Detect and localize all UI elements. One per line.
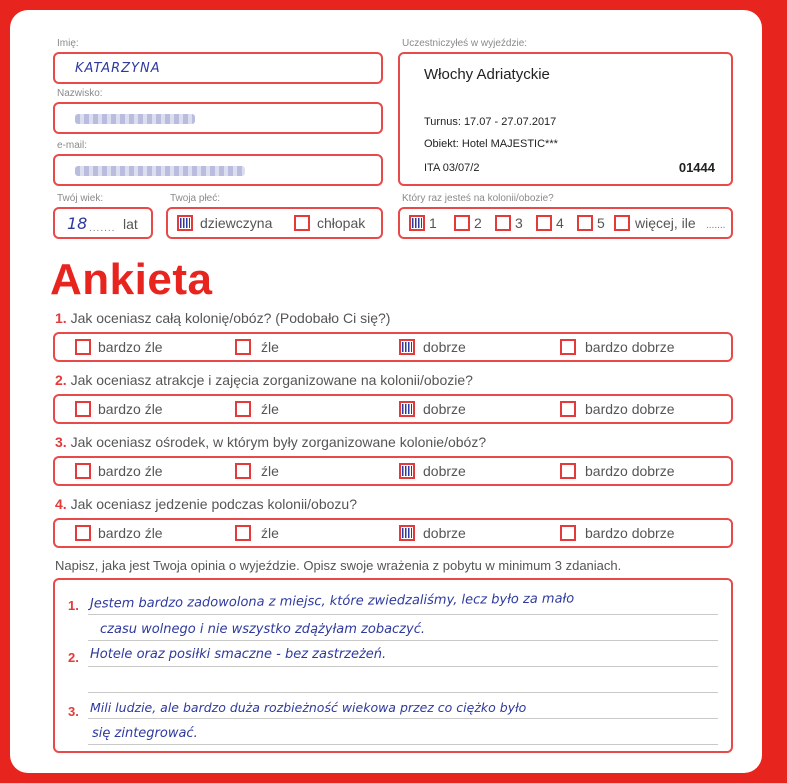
times-more-dots: .......: [706, 220, 726, 231]
q3-good-checkbox[interactable]: [399, 463, 415, 479]
ruled-line-2: [88, 640, 718, 641]
q3-bad-checkbox[interactable]: [235, 463, 251, 479]
question-1-options: [53, 332, 733, 362]
q1-very-bad-checkbox[interactable]: [75, 339, 91, 355]
question-4-options: [53, 518, 733, 548]
q2-very-good-label: bardzo dobrze: [585, 401, 675, 417]
q2-bad-label: źle: [261, 401, 279, 417]
question-1-text: Jak oceniasz całą kolonię/obóz? (Podobało Ci się?): [70, 310, 391, 326]
gender-male-label: chłopak: [317, 215, 366, 231]
times-label: Który raz jesteś na kolonii/obozie?: [402, 193, 554, 204]
email-field[interactable]: [53, 154, 383, 186]
q2-very-good-checkbox[interactable]: [560, 401, 576, 417]
gender-female-label: dziewczyna: [200, 215, 273, 231]
question-3-options: [53, 456, 733, 486]
ruled-line-3: [88, 666, 718, 667]
last-name-label: Nazwisko:: [57, 88, 103, 99]
ruled-line-4: [88, 692, 718, 693]
q4-bad-checkbox[interactable]: [235, 525, 251, 541]
q1-bad-label: źle: [261, 339, 279, 355]
opinion-answer-line-4: Mili ludzie, ale bardzo duża rozbieżność wiekowa przez co ciężko było: [90, 700, 527, 715]
q2-good-label: dobrze: [423, 401, 466, 417]
question-4-text: Jak oceniasz jedzenie podczas kolonii/obozu?: [70, 496, 357, 512]
times-4-label: 4: [556, 215, 564, 231]
times-2-label: 2: [474, 215, 482, 231]
trip-info-box: [398, 52, 733, 186]
q4-good-label: dobrze: [423, 525, 466, 541]
gender-female-checkbox[interactable]: [177, 215, 193, 231]
q2-very-bad-checkbox[interactable]: [75, 401, 91, 417]
q2-bad-checkbox[interactable]: [235, 401, 251, 417]
opinion-answer-line-5: się zintegrować.: [92, 726, 198, 741]
question-2-text: Jak oceniasz atrakcje i zajęcia zorganizowane na kolonii/obozie?: [70, 372, 473, 388]
first-name-label: Imię:: [57, 38, 79, 49]
opinion-answer-line-1: Jestem bardzo zadowolona z miejsc, które zwiedzaliśmy, lecz było za mało: [89, 591, 575, 612]
question-1-number: 1.: [55, 310, 67, 326]
q4-very-good-label: bardzo dobrze: [585, 525, 675, 541]
opinion-answer-line-3: Hotele oraz posiłki smaczne - bez zastrzeżeń.: [90, 647, 387, 662]
age-dots: .......: [89, 223, 116, 234]
question-3-number: 3.: [55, 434, 67, 450]
opinion-line-number-3: 3.: [68, 704, 79, 719]
first-name-field[interactable]: [53, 52, 383, 84]
question-3-text: Jak oceniasz ośrodek, w którym były zorganizowane kolonie/obóz?: [70, 434, 487, 450]
gender-label: Twoja płeć:: [170, 193, 221, 204]
trip-code: ITA 03/07/2: [424, 162, 480, 174]
times-3-label: 3: [515, 215, 523, 231]
q1-good-label: dobrze: [423, 339, 466, 355]
times-more-label: więcej, ile: [635, 215, 696, 231]
trip-turnus: Turnus: 17.07 - 27.07.2017: [424, 116, 557, 128]
first-name-value: KATARZYNA: [75, 61, 161, 76]
opinion-line-number-2: 2.: [68, 650, 79, 665]
survey-title: Ankieta: [50, 255, 213, 304]
question-4-number: 4.: [55, 496, 67, 512]
q3-bad-label: źle: [261, 463, 279, 479]
q4-very-bad-checkbox[interactable]: [75, 525, 91, 541]
question-3: [55, 434, 486, 450]
q1-very-bad-label: bardzo źle: [98, 339, 163, 355]
opinion-line-number-1: 1.: [68, 598, 79, 613]
ruled-line-1: [88, 614, 718, 615]
q3-very-good-checkbox[interactable]: [560, 463, 576, 479]
times-more-checkbox[interactable]: [614, 215, 630, 231]
times-3-checkbox[interactable]: [495, 215, 511, 231]
q2-very-bad-label: bardzo źle: [98, 401, 163, 417]
question-4: [55, 496, 357, 512]
times-1-label: 1: [429, 215, 437, 231]
q4-very-bad-label: bardzo źle: [98, 525, 163, 541]
question-2-number: 2.: [55, 372, 67, 388]
q3-very-bad-checkbox[interactable]: [75, 463, 91, 479]
question-1: [55, 310, 390, 326]
email-redacted: [75, 166, 245, 176]
q1-good-checkbox[interactable]: [399, 339, 415, 355]
email-label: e-mail:: [57, 140, 88, 151]
times-5-checkbox[interactable]: [577, 215, 593, 231]
question-2: [55, 372, 473, 388]
times-5-label: 5: [597, 215, 605, 231]
age-field[interactable]: [53, 207, 153, 239]
times-1-checkbox[interactable]: [409, 215, 425, 231]
trip-obiekt: Obiekt: Hotel MAJESTIC***: [424, 138, 558, 150]
gender-male-checkbox[interactable]: [294, 215, 310, 231]
trip-number: 01444: [678, 160, 715, 175]
q1-very-good-label: bardzo dobrze: [585, 339, 675, 355]
q1-bad-checkbox[interactable]: [235, 339, 251, 355]
age-label: Twój wiek:: [57, 193, 104, 204]
opinion-prompt: Napisz, jaka jest Twoja opinia o wyjeździe. Opisz swoje wrażenia z pobytu w minimum 3 zdaniach.: [55, 558, 622, 573]
times-4-checkbox[interactable]: [536, 215, 552, 231]
q3-very-good-label: bardzo dobrze: [585, 463, 675, 479]
opinion-answer-line-2: czasu wolnego i nie wszystko zdążyłam zobaczyć.: [100, 622, 425, 637]
q4-bad-label: źle: [261, 525, 279, 541]
q3-good-label: dobrze: [423, 463, 466, 479]
q4-very-good-checkbox[interactable]: [560, 525, 576, 541]
last-name-field[interactable]: [53, 102, 383, 134]
question-2-options: [53, 394, 733, 424]
ruled-line-5: [88, 718, 718, 719]
age-value: 18: [67, 214, 88, 233]
times-group: [398, 207, 733, 239]
q3-very-bad-label: bardzo źle: [98, 463, 163, 479]
q1-very-good-checkbox[interactable]: [560, 339, 576, 355]
age-unit: lat: [123, 216, 138, 232]
q2-good-checkbox[interactable]: [399, 401, 415, 417]
gender-group: [166, 207, 383, 239]
times-2-checkbox[interactable]: [454, 215, 470, 231]
trip-name: Włochy Adriatyckie: [424, 66, 550, 83]
q4-good-checkbox[interactable]: [399, 525, 415, 541]
ruled-line-6: [88, 744, 718, 745]
last-name-redacted: [75, 114, 195, 124]
trip-label: Uczestniczyłeś w wyjeździe:: [402, 38, 528, 49]
